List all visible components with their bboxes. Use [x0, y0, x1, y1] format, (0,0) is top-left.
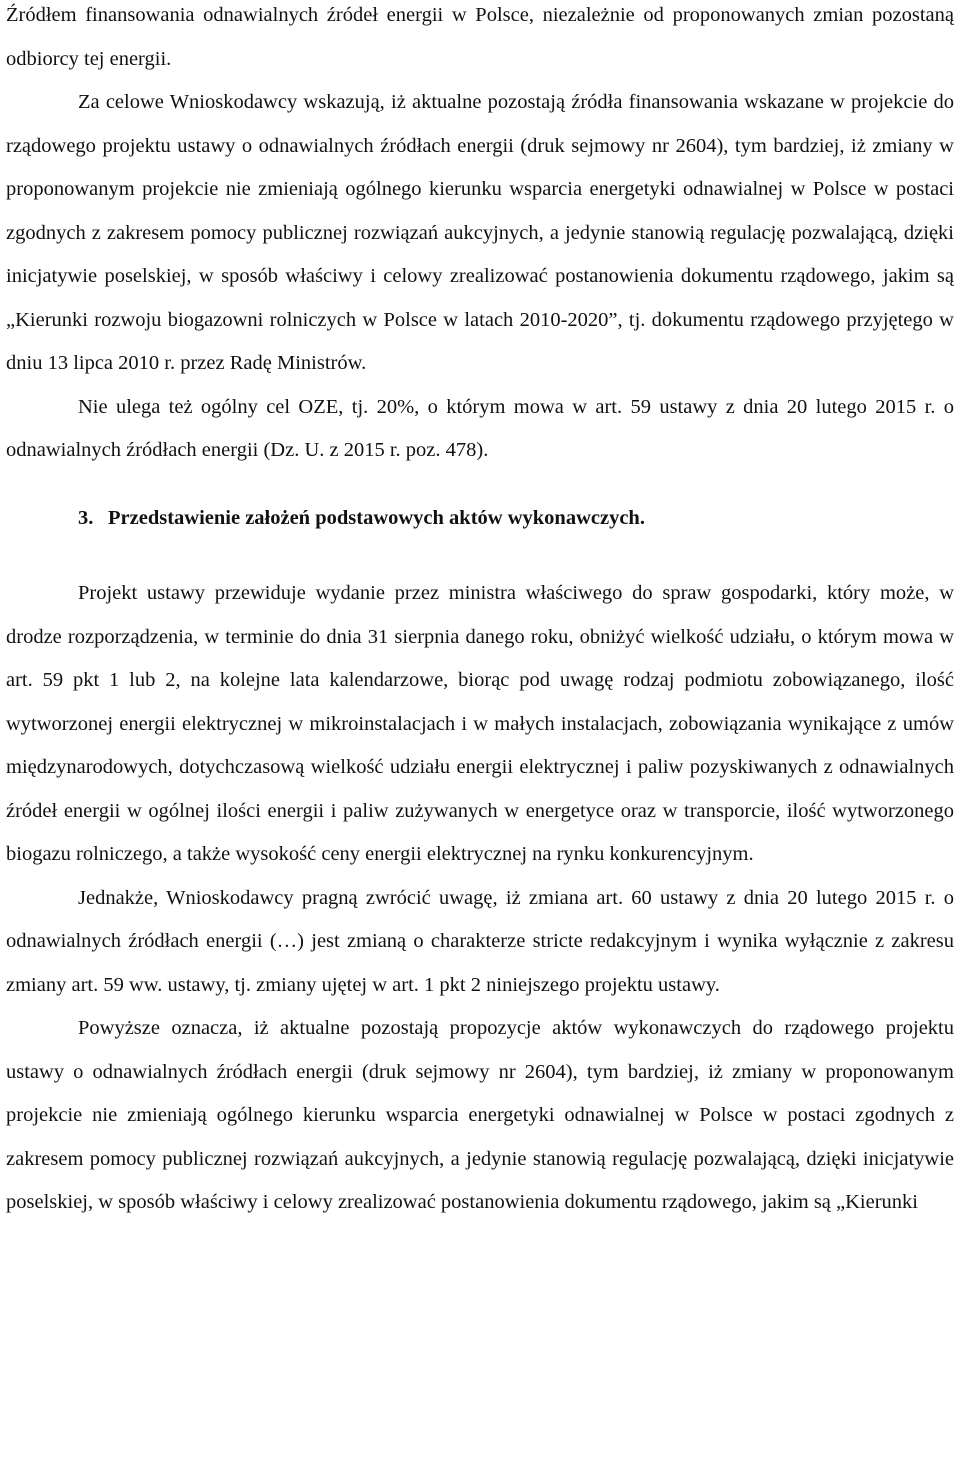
section-number: 3. — [78, 506, 94, 529]
paragraph-financing-sources: Źródłem finansowania odnawialnych źródeł energii w Polsce, niezależnie od proponowanych zmian pozostaną odbiorcy tej energii. — [6, 4, 954, 70]
paragraph-regulation-plan: Projekt ustawy przewiduje wydanie przez ministra właściwego do spraw gospodarki, który może, w drodze rozporządzenia, w terminie do dnia 31 sierpnia danego roku, obniżyć wielkość udziału, o którym mowa w art. 59 pkt 1 lub 2, na kolejne lata kalendarzowe, biorąc pod uwagę rodzaj podmiotu zobowiązanego, ilość wytworzonej energii elektrycznej w mikroinstalacjach i w małych instalacjach, zobowiązania wynikające z umów międzynarodowych, dotychczasową wielkość udziału energii elektrycznej i paliw pozyskiwanych z odnawialnych źródeł energii w ogólnej ilości energii i paliw zużywanych w energetyce oraz w transporcie, ilość wytworzonego biogazu rolniczego, a także wysokość ceny energii elektrycznej na rynku konkurencyjnym. — [6, 582, 954, 865]
section-heading — [6, 497, 954, 541]
paragraph-oze-goal: Nie ulega też ogólny cel OZE, tj. 20%, o którym mowa w art. 59 ustawy z dnia 20 lutego 2015 r. o odnawialnych źródłach energii (Dz. U. z 2015 r. poz. 478). — [6, 395, 954, 461]
paragraph-article-60-change: Jednakże, Wnioskodawcy pragną zwrócić uwagę, iż zmiana art. 60 ustawy z dnia 20 lutego 2015 r. o odnawialnych źródłach energii (…) jest zmianą o charakterze stricte redakcyjnym i wynika wyłącznie z zakresu zmiany art. 59 ww. ustawy, tj. zmiany ujętej w art. 1 pkt 2 niniejszego projektu ustawy. — [6, 886, 954, 996]
paragraph-applicants-justification: Za celowe Wnioskodawcy wskazują, iż aktualne pozostają źródła finansowania wskazane w projekcie do rządowego projektu ustawy o odnawialnych źródłach energii (druk sejmowy nr 2604), tym bardziej, iż zmiany w proponowanym projekcie nie zmieniają ogólnego kierunku wsparcia energetyki odnawialnej w Polsce w postaci zgodnych z zakresem pomocy publicznej rozwiązań aukcyjnych, a jedynie stanowią regulację pozwalającą, dzięki inicjatywie poselskiej, w sposób właściwy i celowy zrealizować postanowienia dokumentu rządowego, jakim są „Kierunki rozwoju biogazowni rolniczych w Polsce w latach 2010-2020”, tj. dokumentu rządowego przyjętego w dniu 13 lipca 2010 r. przez Radę Ministrów. — [6, 91, 954, 374]
document-page — [6, 0, 954, 1225]
section-title: Przedstawienie założeń podstawowych aktów wykonawczych. — [108, 506, 645, 529]
paragraph-conclusion: Powyższe oznacza, iż aktualne pozostają propozycje aktów wykonawczych do rządowego projektu ustawy o odnawialnych źródłach energii (druk sejmowy nr 2604), tym bardziej, iż zmiany w proponowanym projekcie nie zmieniają ogólnego kierunku wsparcia energetyki odnawialnej w Polsce w postaci zgodnych z zakresem pomocy publicznej rozwiązań aukcyjnych, a jedynie stanowią regulację pozwalającą, dzięki inicjatywie poselskiej, w sposób właściwy i celowy zrealizować postanowienia dokumentu rządowego, jakim są „Kierunki — [6, 1017, 954, 1213]
